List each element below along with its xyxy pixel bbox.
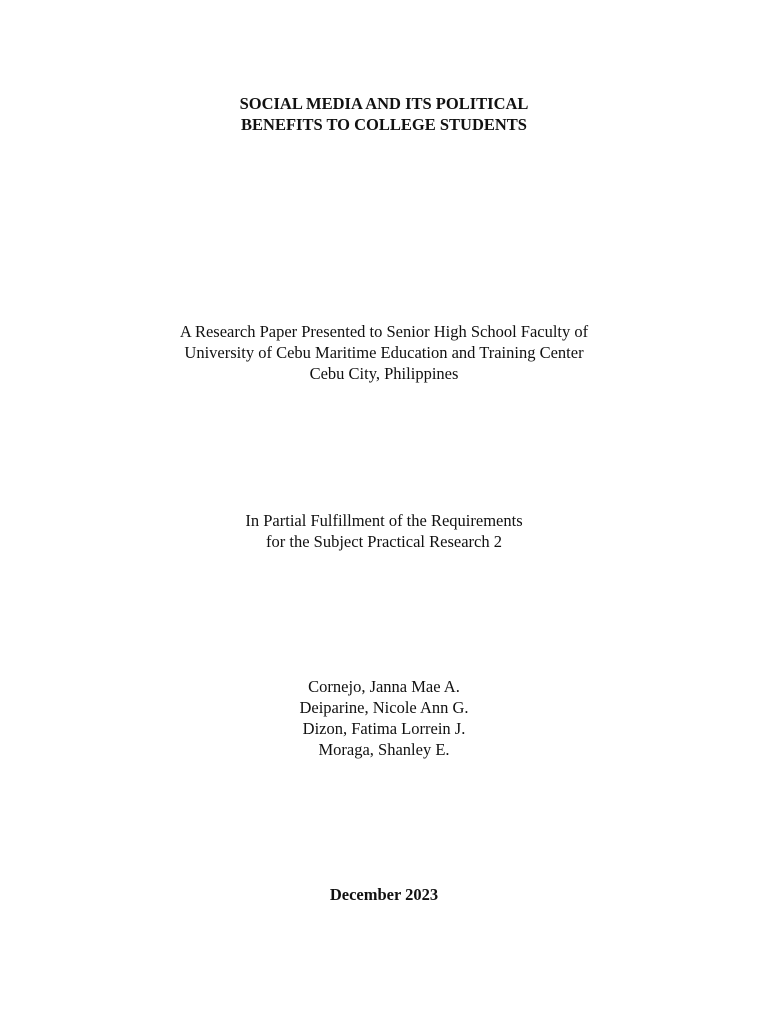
author-name: Deiparine, Nicole Ann G.	[299, 698, 469, 717]
author-name: Cornejo, Janna Mae A.	[308, 677, 460, 696]
fulfillment-statement	[0, 510, 768, 552]
presented-line-1: A Research Paper Presented to Senior High School Faculty of	[179, 322, 589, 341]
title-line-2: BENEFITS TO COLLEGE STUDENTS	[241, 115, 527, 134]
author-name: Moraga, Shanley E.	[318, 740, 450, 759]
submission-date	[0, 884, 768, 905]
title-line-1: SOCIAL MEDIA AND ITS POLITICAL	[239, 94, 529, 113]
presentation-statement	[0, 321, 768, 384]
paper-title	[0, 93, 768, 135]
presented-line-3: Cebu City, Philippines	[309, 364, 459, 383]
presented-line-2: University of Cebu Maritime Education and Training Center	[184, 343, 584, 362]
date-text: December 2023	[329, 885, 439, 904]
fulfillment-line-2: for the Subject Practical Research 2	[266, 532, 502, 551]
author-list	[0, 676, 768, 760]
fulfillment-line-1: In Partial Fulfillment of the Requirements	[245, 511, 523, 530]
author-name: Dizon, Fatima Lorrein J.	[302, 719, 466, 738]
